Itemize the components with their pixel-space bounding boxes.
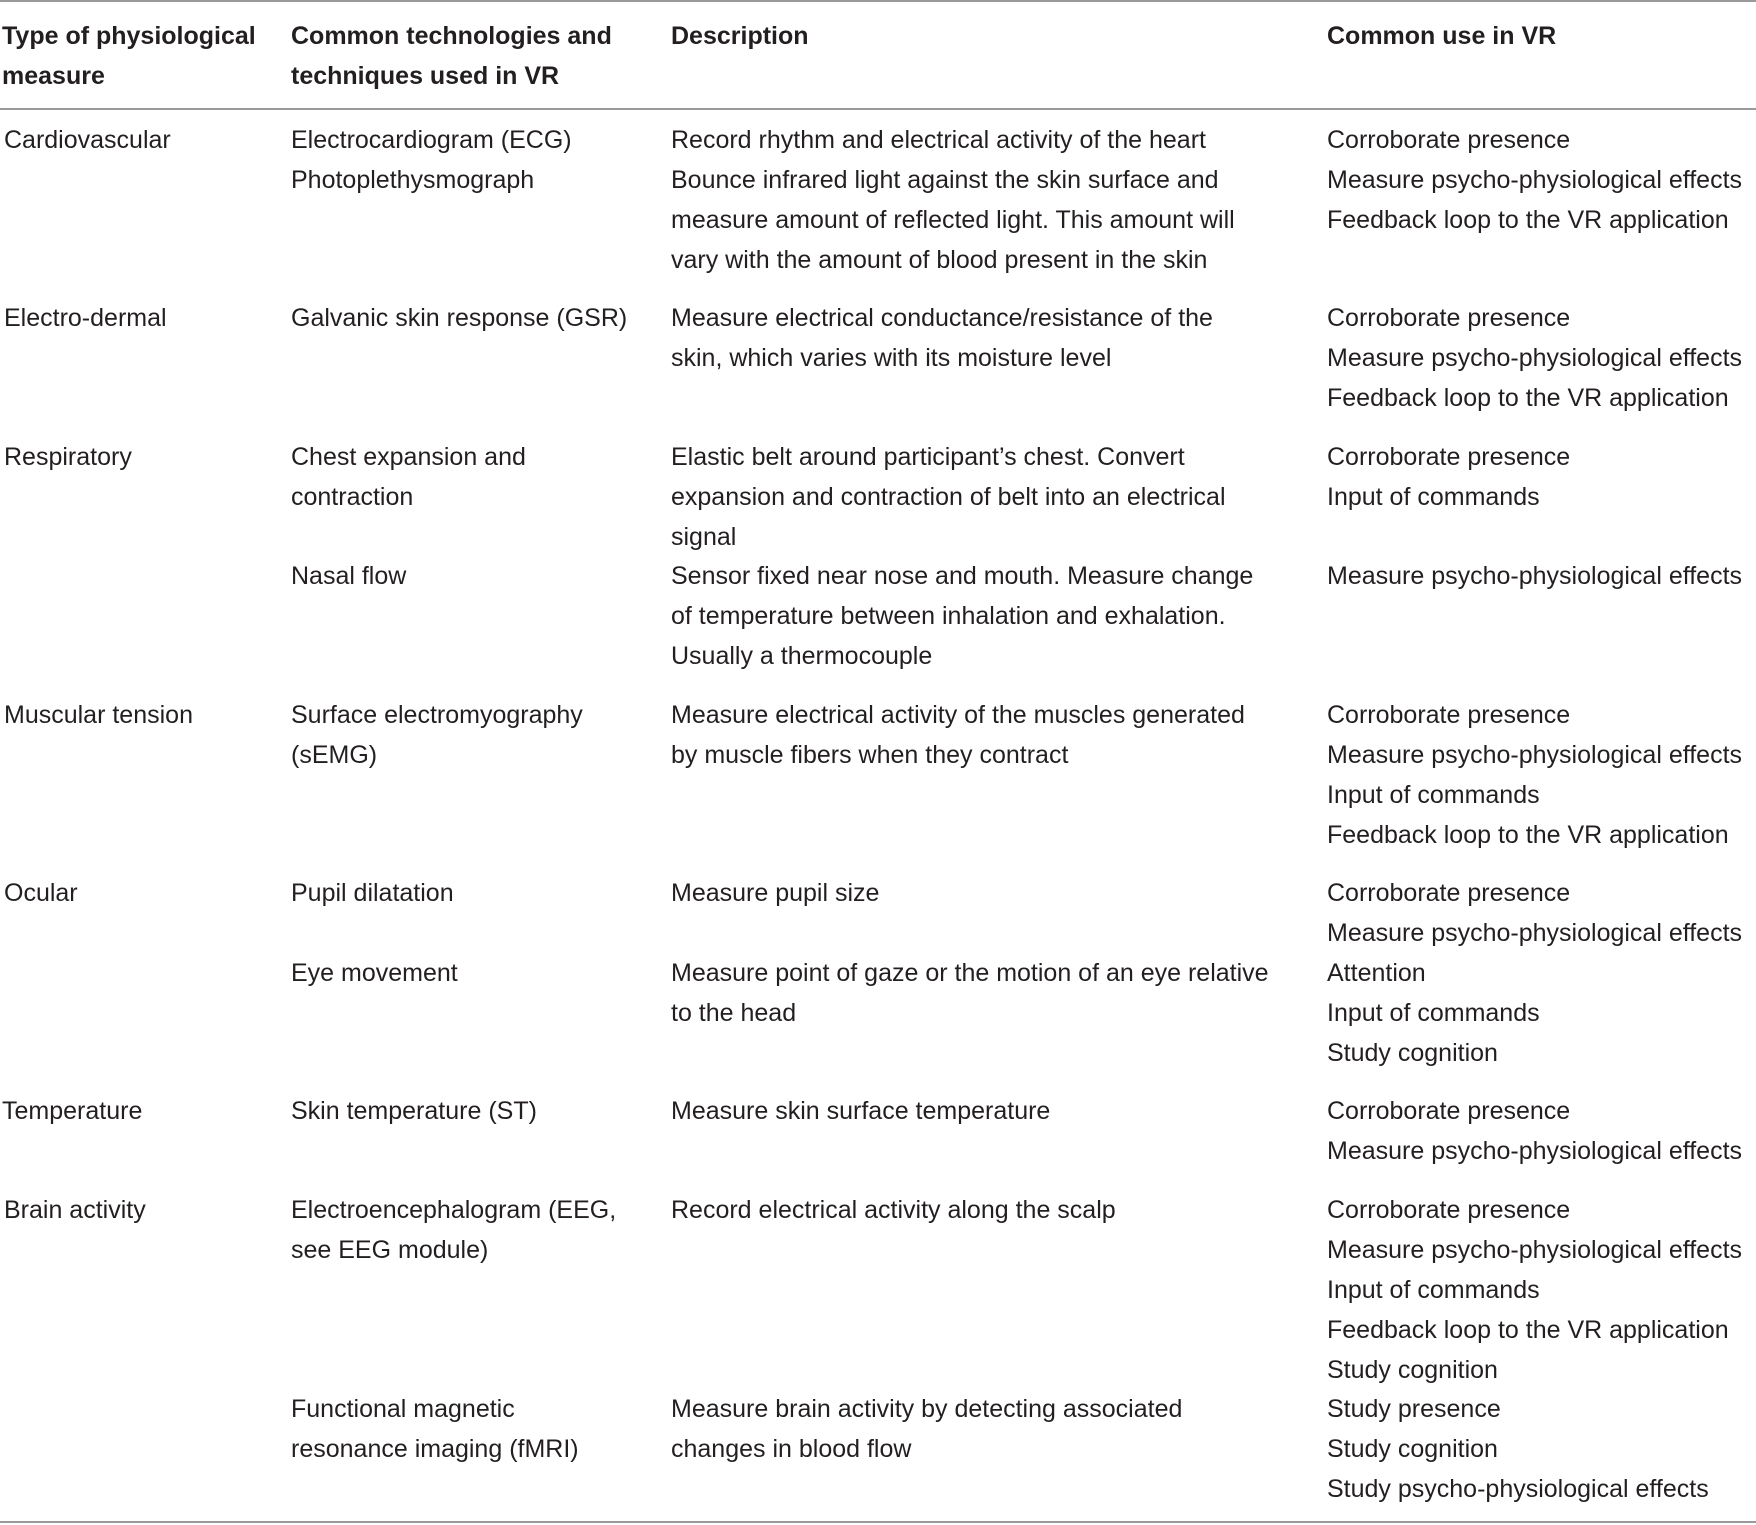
row-electro-dermal-tech: Galvanic skin response (GSR) [291, 304, 628, 332]
row-brain-activity-type: Brain activity [4, 1196, 146, 1224]
row-respiratory-type: Respiratory [4, 443, 132, 471]
row-fmri-tech: Functional magnetic resonance imaging (fMRI) [291, 1395, 579, 1463]
row-fmri-description: Measure brain activity by detecting associated changes in blood flow [671, 1395, 1183, 1463]
row-eeg-use: Corroborate presence Measure psycho-physiological effects Input of commands Feedback loop to the VR application Study cognition [1327, 1196, 1743, 1384]
row-temperature-description: Measure skin surface temperature [671, 1097, 1051, 1125]
row-temperature-use: Corroborate presence Measure psycho-physiological effects [1327, 1097, 1743, 1165]
row-electro-dermal-use: Corroborate presence Measure psycho-physiological effects Feedback loop to the VR application [1327, 304, 1743, 412]
row-pupil-dilatation-description: Measure pupil size [671, 879, 880, 907]
row-nasal-flow-tech: Nasal flow [291, 562, 407, 590]
row-pupil-dilatation-tech: Pupil dilatation [291, 879, 454, 907]
table-header-rule [0, 108, 1756, 110]
header-common-use-in-vr: Common use in VR [1327, 22, 1557, 50]
row-eeg-tech: Electroencephalogram (EEG, see EEG module) [291, 1196, 617, 1264]
header-description: Description [671, 22, 809, 50]
row-nasal-flow-description: Sensor fixed near nose and mouth. Measure change of temperature between inhalation and exhalation. Usually a thermocouple [671, 562, 1254, 670]
row-electro-dermal-type: Electro-dermal [4, 304, 167, 332]
row-eye-movement-use: Attention Input of commands Study cognition [1327, 959, 1540, 1067]
row-muscular-tension-description: Measure electrical activity of the muscles generated by muscle fibers when they contract [671, 701, 1245, 769]
row-eye-movement-description: Measure point of gaze or the motion of an eye relative to the head [671, 959, 1269, 1027]
row-eeg-description: Record electrical activity along the scalp [671, 1196, 1116, 1224]
header-type-of-physiological-measure: Type of physiological measure [2, 22, 256, 90]
row-respiratory-tech: Chest expansion and contraction [291, 443, 526, 511]
row-pupil-dilatation-use: Corroborate presence Measure psycho-physiological effects [1327, 879, 1743, 947]
row-eye-movement-tech: Eye movement [291, 959, 458, 987]
row-temperature-type: Temperature [2, 1097, 143, 1125]
table-top-rule [0, 0, 1756, 2]
row-electro-dermal-description: Measure electrical conductance/resistance of the skin, which varies with its moisture level [671, 304, 1213, 372]
row-cardiovascular-use: Corroborate presence Measure psycho-physiological effects Feedback loop to the VR application [1327, 126, 1743, 234]
row-muscular-tension-tech: Surface electromyography (sEMG) [291, 701, 583, 769]
row-muscular-tension-use: Corroborate presence Measure psycho-physiological effects Input of commands Feedback loop to the VR application [1327, 701, 1743, 849]
row-respiratory-description: Elastic belt around participant’s chest. Convert expansion and contraction of belt into an electrical signal [671, 443, 1226, 551]
row-temperature-tech: Skin temperature (ST) [291, 1097, 537, 1125]
table-bottom-rule [0, 1521, 1756, 1523]
row-ocular-type: Ocular [4, 879, 78, 907]
row-cardiovascular-type: Cardiovascular [4, 126, 171, 154]
header-common-technologies: Common technologies and techniques used in VR [291, 22, 612, 90]
row-muscular-tension-type: Muscular tension [4, 701, 193, 729]
row-cardiovascular-description: Record rhythm and electrical activity of the heart Bounce infrared light against the skin surface and measure amount of reflected light. This amount will vary with the amount of blood present in the skin [671, 126, 1235, 274]
row-fmri-use: Study presence Study cognition Study psycho-physiological effects [1327, 1395, 1709, 1503]
row-nasal-flow-use: Measure psycho-physiological effects [1327, 562, 1743, 590]
row-cardiovascular-tech: Electrocardiogram (ECG) Photoplethysmograph [291, 126, 572, 194]
row-respiratory-use: Corroborate presence Input of commands [1327, 443, 1571, 511]
